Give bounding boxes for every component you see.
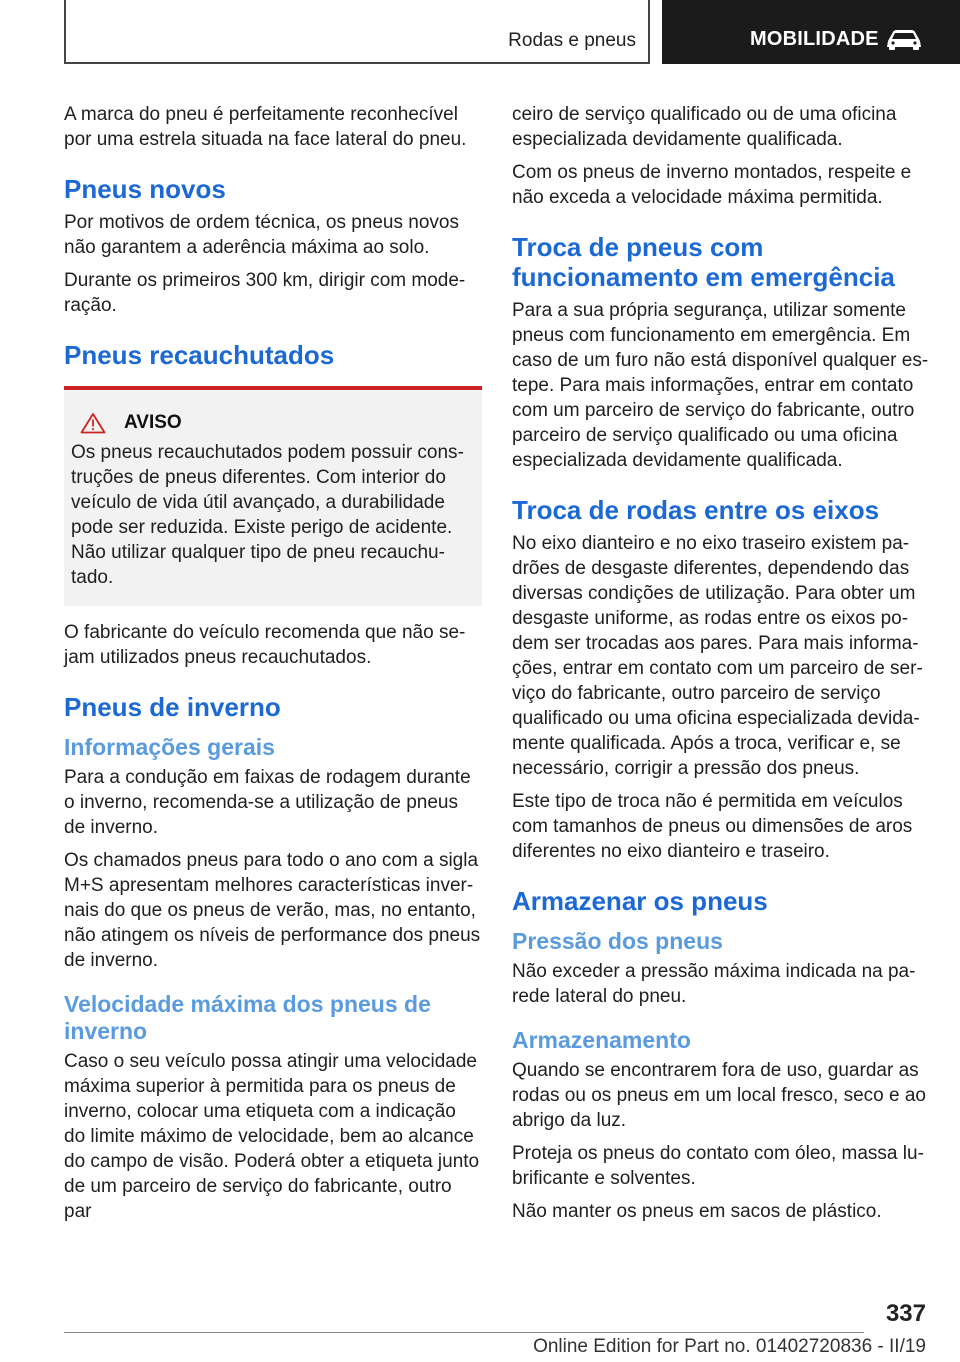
paragraph: Quando se encontrarem fora de uso, guardar as rodas ou os pneus em um local fresco, seco e ao abrigo da luz. [512, 1060, 927, 1131]
warning-header [71, 412, 472, 434]
warning-title: AVISO [124, 412, 182, 433]
paragraph: Proteja os pneus do contato com óleo, massa lubrificante e solventes. [512, 1143, 924, 1189]
paragraph: ceiro de serviço qualificado ou de uma oficina especializada devidamente qualificada. [512, 104, 897, 150]
subheading-informacoes-gerais: Informações gerais [64, 734, 275, 760]
chapter-title: Rodas e pneus [508, 30, 636, 51]
warning-box [64, 386, 482, 606]
paragraph: Não exceder a pressão máxima indicada na parede lateral do pneu. [512, 961, 916, 1007]
subheading-pressao: Pressão dos pneus [512, 928, 723, 954]
car-icon [884, 27, 924, 51]
warning-text: Os pneus recauchutados podem possuir construções de pneus diferentes. Com interior do veículo de vida útil avançado, a durabilidade pode ser reduzida. Existe perigo de acidente. Não utilizar qualquer tipo de pneu recauchutado. [71, 442, 464, 588]
heading-pneus-de-inverno: Pneus de inverno [64, 692, 281, 722]
paragraph: Não manter os pneus em sacos de plástico. [512, 1201, 882, 1222]
heading-troca-eixos: Troca de rodas entre os eixos [512, 495, 880, 525]
heading-troca-emergencia: Troca de pneus com funcionamento em emergência [512, 232, 895, 292]
subheading-velocidade-maxima: Velocidade máxima dos pneus de inverno [64, 991, 431, 1044]
paragraph: Por motivos de ordem técnica, os pneus novos não garantem a aderência máxima ao solo. [64, 212, 459, 258]
paragraph: No eixo dianteiro e no eixo traseiro existem padrões de desgaste diferentes, dependendo das diversas condições de utilização. Para obter um desgaste uniforme, as rodas entre os eixos podem ser trocadas aos pares. Para mais informações, entrar em contato com um parceiro de serviço do fabricante, outro parceiro de serviço qualificado ou uma oficina especializada devidamente qualificada. Após a troca, verificar e, se necessário, corrigir a pressão dos pneus. [512, 533, 923, 779]
paragraph: Durante os primeiros 300 km, dirigir com moderação. [64, 270, 466, 316]
section-tab [662, 0, 960, 64]
section-title: MOBILIDADE [750, 28, 879, 50]
heading-pneus-recauchutados: Pneus recauchutados [64, 340, 335, 370]
paragraph: Este tipo de troca não é permitida em veículos com tamanhos de pneus ou dimensões de aros diferentes no eixo dianteiro e traseiro. [512, 791, 913, 862]
paragraph: Para a sua própria segurança, utilizar somente pneus com funcionamento em emergência. Em caso de um furo não está disponível qualquer estepe. Para mais informações, entrar em contato com um parceiro de serviço do fabricante, outro parceiro de serviço qualificado ou uma oficina especializada devidamente qualificada. [512, 300, 929, 471]
paragraph: Caso o seu veículo possa atingir uma velocidade máxima superior à permitida para os pneus de inverno, colocar uma etiqueta com a indicação do limite máximo de velocidade, bem ao alcance do campo de visão. Poderá obter a etiqueta junto de um parceiro de serviço do fabricante, outro par [64, 1051, 480, 1222]
chapter-tab [64, 0, 650, 64]
footer-divider [64, 1332, 864, 1333]
left-column [64, 102, 482, 1232]
paragraph: A marca do pneu é perfeitamente reconhecível por uma estrela situada na face lateral do pneu. [64, 104, 467, 150]
heading-armazenar: Armazenar os pneus [512, 886, 768, 916]
paragraph: Com os pneus de inverno montados, respeite e não exceda a velocidade máxima permitida. [512, 162, 912, 208]
heading-pneus-novos: Pneus novos [64, 174, 226, 204]
right-column [512, 102, 930, 1232]
page-header [0, 0, 960, 66]
paragraph: Os chamados pneus para todo o ano com a sigla M+S apresentam melhores características invernais do que os pneus de verão, mas, no entanto, não atingem os níveis de performance dos pneus de inverno. [64, 850, 481, 971]
subheading-armazenamento: Armazenamento [512, 1027, 691, 1053]
paragraph: Para a condução em faixas de rodagem durante o inverno, recomenda-se a utilização de pneus de inverno. [64, 767, 471, 838]
paragraph: O fabricante do veículo recomenda que não sejam utilizados pneus recauchutados. [64, 622, 466, 668]
edition-footer: Online Edition for Part no. 01402720836 - II/19 [533, 1336, 926, 1357]
page-number: 337 [885, 1300, 926, 1327]
warning-triangle-icon [80, 412, 106, 434]
